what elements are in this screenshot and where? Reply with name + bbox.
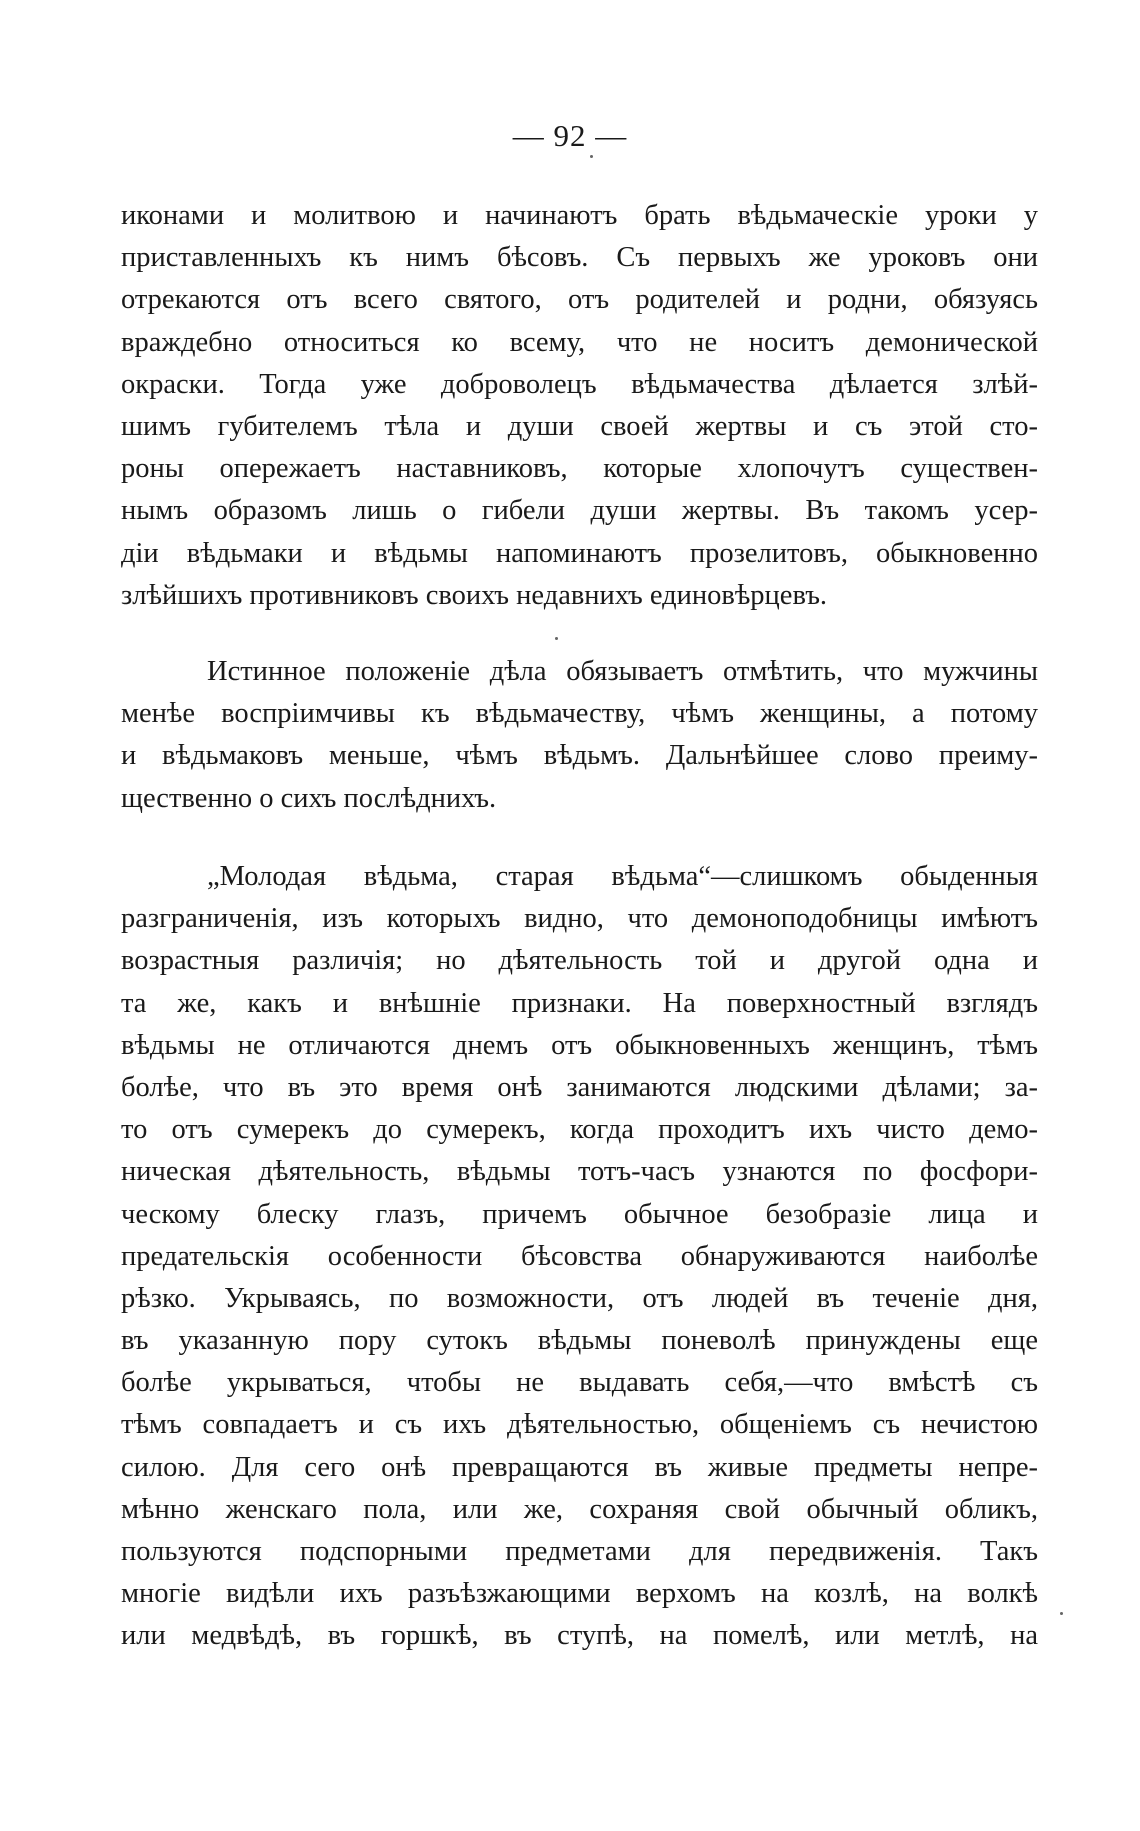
text-line: роны опережаетъ наставниковъ, которые хлопочутъ существен- <box>121 453 1038 485</box>
paragraph-1 <box>121 195 1038 617</box>
text-line: иконами и молитвою и начинаютъ брать вѣдьмаческіе уроки у <box>121 200 1038 231</box>
text-line: возрастныя различія; но дѣятельность той и другой одна и <box>121 945 1038 977</box>
page-number: — 92 — <box>512 118 628 153</box>
text-line: та же, какъ и внѣшніе признаки. На поверхностный взглядъ <box>121 987 1038 1019</box>
text-line: шимъ губителемъ тѣла и души своей жертвы и съ этой сто- <box>121 410 1038 442</box>
text-line: ческому блеску глазъ, причемъ обычное безобразіе лица и <box>121 1198 1038 1230</box>
text-line: или медвѣдѣ, въ горшкѣ, въ ступѣ, на помелѣ, или метлѣ, на <box>121 1620 1038 1652</box>
text-line: менѣе воспріимчивы къ вѣдьмачеству, чѣмъ женщины, а потому <box>121 698 1038 730</box>
speck-mark <box>1060 1612 1063 1615</box>
text-line: ническая дѣятельность, вѣдьмы тотъ-часъ узнаются по фосфори- <box>121 1156 1038 1188</box>
text-line: пользуются подспорными предметами для передвиженія. Такъ <box>121 1536 1038 1567</box>
text-line: разграниченія, изъ которыхъ видно, что демоноподобницы имѣютъ <box>121 903 1038 935</box>
speck-mark <box>590 155 593 158</box>
text-line: мѣнно женскаго пола, или же, сохраняя свой обычный обликъ, <box>121 1493 1038 1525</box>
text-line: вѣдьмы не отличаются днемъ отъ обыкновенныхъ женщинъ, тѣмъ <box>121 1029 1038 1061</box>
text-line: діи вѣдьмаки и вѣдьмы напоминаютъ прозелитовъ, обыкновенно <box>121 537 1038 569</box>
text-line: „Молодая вѣдьма, старая вѣдьма“—слишкомъ обыденныя <box>207 861 1038 892</box>
text-line: враждебно относиться ко всему, что не носитъ демонической <box>121 326 1038 358</box>
text-line: Истинное положеніе дѣла обязываетъ отмѣтить, что мужчины <box>207 656 1038 687</box>
text-line: силою. Для сего онѣ превращаются въ живые предметы непре- <box>121 1451 1038 1483</box>
text-line: то отъ сумерекъ до сумерекъ, когда проходитъ ихъ чисто демо- <box>121 1114 1038 1146</box>
text-line: болѣе укрываться, чтобы не выдавать себя,—что вмѣстѣ съ <box>121 1367 1038 1399</box>
text-line: тѣмъ совпадаетъ и съ ихъ дѣятельностью, общеніемъ съ нечистою <box>121 1409 1038 1441</box>
text-line: предательскія особенности бѣсовства обнаруживаются наиболѣе <box>121 1240 1038 1272</box>
text-line: щественно о сихъ послѣднихъ. <box>121 782 497 814</box>
text-line: и вѣдьмаковъ меньше, чѣмъ вѣдьмъ. Дальнѣйшее слово преиму- <box>121 740 1038 772</box>
text-line: отрекаются отъ всего святого, отъ родителей и родни, обязуясь <box>121 284 1038 316</box>
text-line: нымъ образомъ лишь о гибели души жертвы. Въ такомъ усер- <box>121 495 1038 527</box>
text-line: многіе видѣли ихъ разъѣзжающими верхомъ на козлѣ, на волкѣ <box>121 1578 1038 1610</box>
paragraph-2 <box>121 651 1038 820</box>
text-line: болѣе, что въ это время онѣ занимаются людскими дѣлами; за- <box>121 1071 1038 1103</box>
text-line: рѣзко. Укрываясь, по возможности, отъ людей въ теченіе дня, <box>121 1282 1038 1314</box>
text-line: окраски. Тогда уже доброволецъ вѣдьмачества дѣлается злѣй- <box>121 368 1038 400</box>
paragraph-3 <box>121 856 1038 1658</box>
speck-mark <box>555 637 558 640</box>
text-line: злѣйшихъ противниковъ своихъ недавнихъ единовѣрцевъ. <box>121 579 828 611</box>
text-line: въ указанную пору сутокъ вѣдьмы поневолѣ принуждены еще <box>121 1325 1038 1357</box>
text-line: приставленныхъ къ нимъ бѣсовъ. Съ первыхъ же уроковъ они <box>121 242 1038 274</box>
